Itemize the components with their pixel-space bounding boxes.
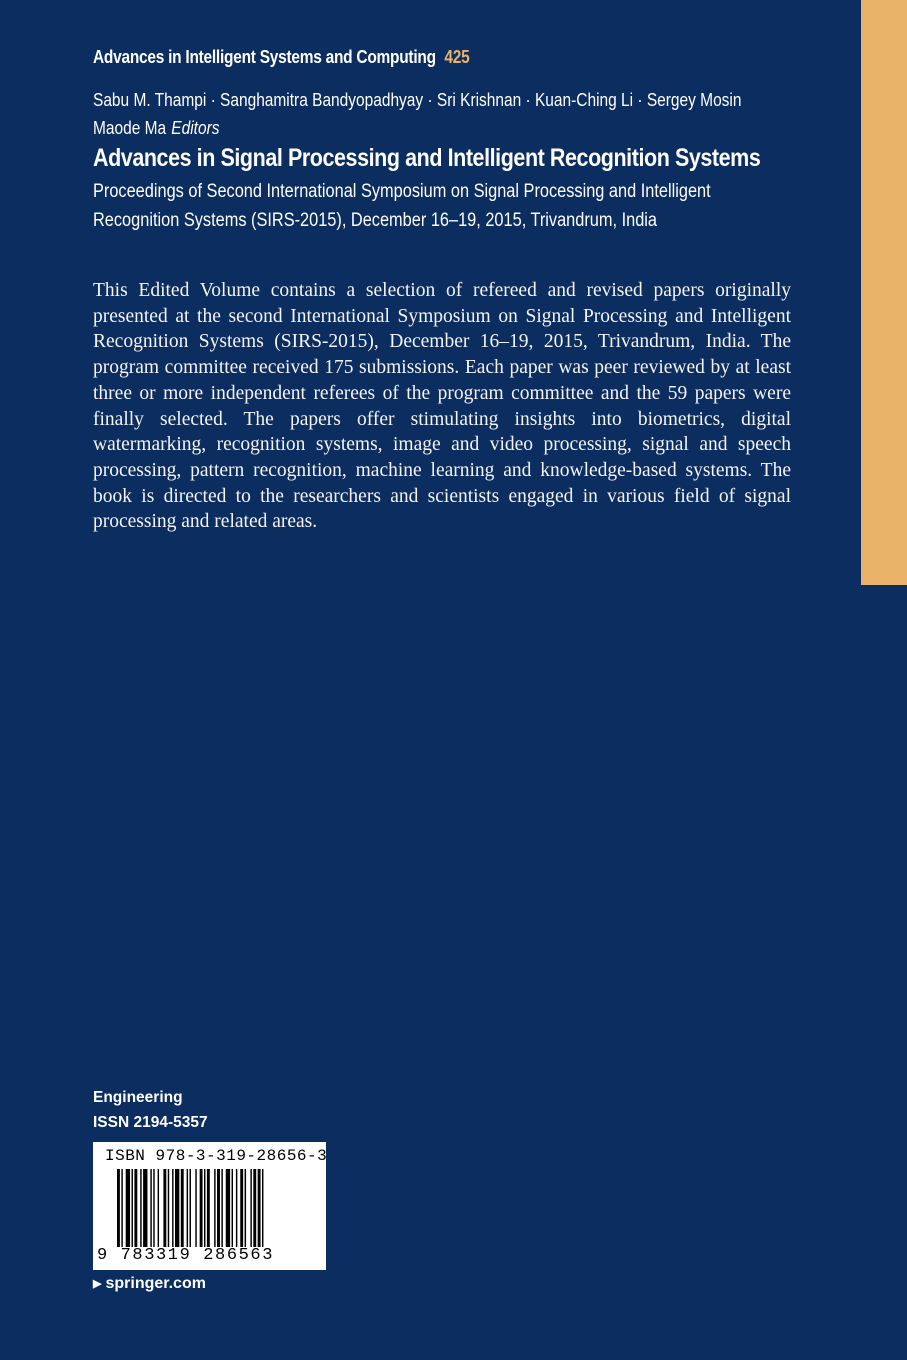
barcode-bar (236, 1169, 237, 1247)
barcode-bar (258, 1169, 261, 1247)
subject-category: Engineering (93, 1089, 183, 1106)
barcode-bar (204, 1169, 205, 1247)
barcode-bar (140, 1169, 141, 1247)
barcode-bar (214, 1169, 215, 1247)
barcode-bar (163, 1169, 166, 1247)
editors-role: Editors (171, 118, 220, 138)
play-arrow-icon: ▶ (93, 1278, 102, 1290)
editors-line-2: Maode Ma (93, 118, 167, 138)
barcode-bar (200, 1169, 203, 1247)
series-volume: 425 (444, 47, 470, 67)
barcode-bar (117, 1169, 120, 1247)
barcode-bar (195, 1169, 196, 1247)
book-subtitle: Proceedings of Second International Symposium on Signal Processing and Intelligent Recognition Systems (SIRS-2015), December 16–19, 2015, Trivandrum, India (93, 181, 711, 231)
barcode-bar (240, 1169, 243, 1247)
barcode-bar (253, 1169, 256, 1247)
accent-strip (861, 0, 907, 585)
back-cover-blurb: This Edited Volume contains a selection of refereed and revised papers originally presented at the second International Symposium on Signal Processing and Intelligent Recognition Systems (SIRS-2015), December 16–19, 2015, Trivandrum, India. The program committee received 175 submissions. Each paper was peer reviewed by at least three or more independent referees of the program committee and the 59 papers were finally selected. The papers offer stimulating insights into biometrics, digital watermarking, recognition systems, image and video processing, signal and speech processing, pattern recognition, machine learning and knowledge-based systems. The book is directed to the researchers and scientists engaged in various field of signal processing and related areas. (93, 280, 791, 533)
barcode-bar (187, 1169, 188, 1247)
website-label: springer.com (105, 1275, 206, 1292)
barcode-bar (190, 1169, 191, 1247)
barcode-bar (262, 1169, 263, 1247)
book-title: Advances in Signal Processing and Intelligent Recognition Systems (93, 144, 761, 172)
barcode-bar (250, 1169, 251, 1247)
barcode-bar (134, 1169, 137, 1247)
barcode-bar (232, 1169, 233, 1247)
isbn-label: ISBN 978-3-319-28656-3 (105, 1147, 328, 1165)
isbn-barcode (93, 1142, 326, 1270)
editors-line-1: Sabu M. Thampi · Sanghamitra Bandyopadhyay · Sri Krishnan · Kuan-Ching Li · Sergey Mosin (93, 90, 742, 110)
barcode-bar (172, 1169, 173, 1247)
barcode-bar (245, 1169, 246, 1247)
barcode-bar (181, 1169, 184, 1247)
issn: ISSN 2194-5357 (93, 1114, 208, 1131)
barcode-bar (150, 1169, 151, 1247)
barcode-bar (143, 1169, 147, 1247)
barcode-bar (168, 1169, 169, 1247)
editors (93, 86, 747, 142)
barcode-bar (217, 1169, 220, 1247)
barcode-bar (158, 1169, 159, 1247)
barcode-bar (153, 1169, 154, 1247)
springer-link[interactable] (93, 1275, 206, 1293)
barcode-bar (207, 1169, 210, 1247)
barcode-bar (226, 1169, 230, 1247)
barcode-bar (221, 1169, 222, 1247)
barcode-bar (126, 1169, 130, 1247)
barcode-bars (117, 1169, 307, 1247)
series-name: Advances in Intelligent Systems and Computing (93, 47, 436, 67)
ean-digits: 9 783319 286563 (97, 1246, 275, 1265)
barcode-bar (132, 1169, 133, 1247)
barcode-bar (175, 1169, 179, 1247)
barcode-bar (121, 1169, 122, 1247)
series-line (93, 47, 469, 68)
